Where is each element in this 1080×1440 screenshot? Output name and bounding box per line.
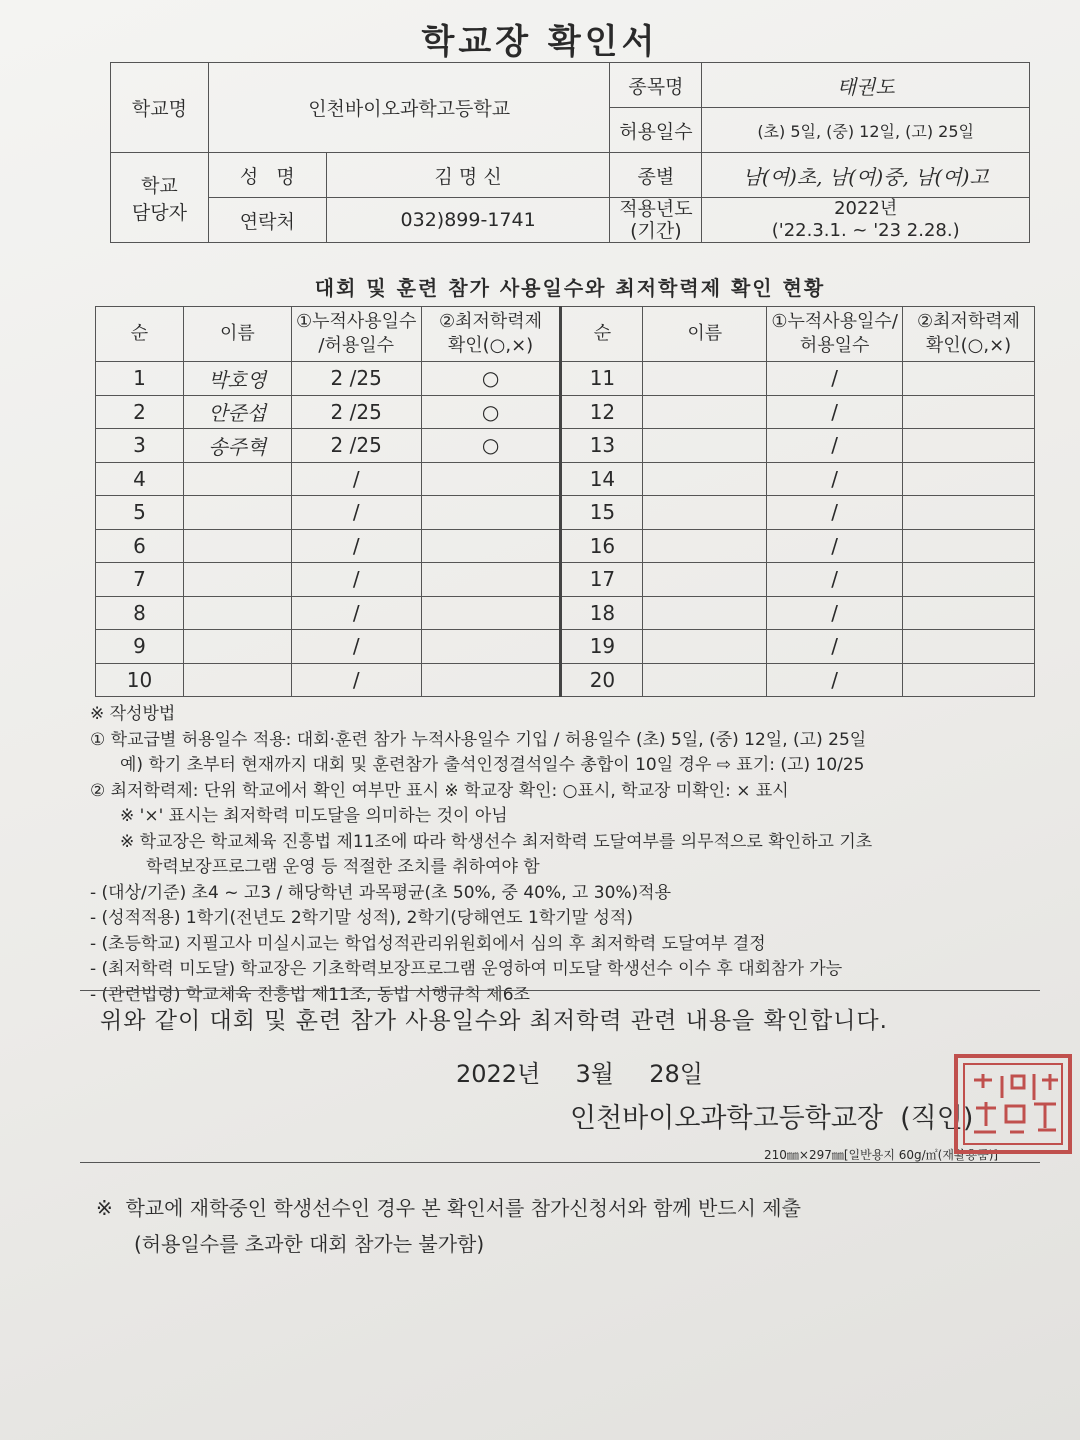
instruction-line: - (관련법령) 학교체육 진흥법 제11조, 동법 시행규칙 제6조 <box>90 984 530 1005</box>
gender-label: 종별 <box>610 153 702 198</box>
table-row <box>96 563 1035 597</box>
row-min-right <box>903 596 1035 630</box>
row-days-right: / <box>767 462 903 496</box>
row-min <box>421 596 561 630</box>
table-row <box>96 630 1035 664</box>
row-name-right <box>643 429 767 463</box>
row-name-right <box>643 596 767 630</box>
instruction-line: ※ 학교장은 학교체육 진흥법 제11조에 따라 학생선수 최저학력 도달여부를 의무적으로 확인하고 기초 <box>120 831 873 852</box>
row-min <box>421 663 561 697</box>
signer: 인천바이오과학고등학교장 (직인) <box>570 1103 974 1134</box>
row-no-right: 19 <box>561 630 643 664</box>
row-no-right: 15 <box>561 496 643 530</box>
row-days: / <box>291 563 421 597</box>
row-name <box>183 462 291 496</box>
header-min-right: ②최저학력제 확인(○,×) <box>903 307 1035 362</box>
instruction-line: - (성적적용) 1학기(전년도 2학기말 성적), 2학기(당해연도 1학기말 성적) <box>90 908 633 928</box>
row-days: / <box>291 529 421 563</box>
header-name: 이름 <box>183 307 291 362</box>
row-days: / <box>291 663 421 697</box>
row-days-right: / <box>767 429 903 463</box>
allowed-value: (초) 5일, (중) 12일, (고) 25일 <box>702 108 1030 153</box>
row-name-right <box>643 563 767 597</box>
row-days: / <box>291 630 421 664</box>
row-no-right: 13 <box>561 429 643 463</box>
row-no-right: 17 <box>561 563 643 597</box>
row-days-right: / <box>767 496 903 530</box>
row-no: 1 <box>96 362 184 396</box>
participation-table <box>95 306 1035 697</box>
row-name <box>183 663 291 697</box>
row-days-right: / <box>767 362 903 396</box>
info-table <box>110 62 1030 243</box>
row-min: ○ <box>421 429 561 463</box>
row-min-right <box>903 462 1035 496</box>
row-days: 2 /25 <box>291 362 421 396</box>
row-name <box>183 529 291 563</box>
footer-note: ※ 학교에 재학중인 학생선수인 경우 본 확인서를 참가신청서와 함께 반드시 제출 (허용일수를 초과한 대회 참가는 불가함) <box>96 1196 801 1256</box>
row-min: ○ <box>421 362 561 396</box>
row-no-right: 16 <box>561 529 643 563</box>
header-days-right: ①누적사용일수/ 허용일수 <box>767 307 903 362</box>
sport-value: 태권도 <box>702 63 1030 108</box>
row-name <box>183 596 291 630</box>
row-no: 6 <box>96 529 184 563</box>
row-min-right <box>903 563 1035 597</box>
page-title: 학교장 확인서 <box>421 22 659 62</box>
manager-label: 학교 담당자 <box>111 153 209 243</box>
header-no: 순 <box>96 307 184 362</box>
header-no-right: 순 <box>561 307 643 362</box>
row-days-right: / <box>767 663 903 697</box>
table-row <box>96 596 1035 630</box>
row-min-right <box>903 630 1035 664</box>
row-no: 4 <box>96 462 184 496</box>
table-subtitle: 대회 및 훈련 참가 사용일수와 최저학력제 확인 현황 <box>314 276 826 300</box>
row-days: 2 /25 <box>291 429 421 463</box>
row-days: / <box>291 496 421 530</box>
name-value: 김 명 신 <box>326 153 610 198</box>
paper-spec: 210㎜×297㎜[일반용지 60g/㎡(재활용품)] <box>764 1148 999 1162</box>
row-no: 5 <box>96 496 184 530</box>
row-name-right <box>643 362 767 396</box>
row-no-right: 14 <box>561 462 643 496</box>
row-days: 2 /25 <box>291 395 421 429</box>
row-min <box>421 630 561 664</box>
row-no: 8 <box>96 596 184 630</box>
row-name-right <box>643 395 767 429</box>
header-min: ②최저학력제 확인(○,×) <box>421 307 561 362</box>
header-name-right: 이름 <box>643 307 767 362</box>
divider <box>80 990 1040 991</box>
row-min-right <box>903 529 1035 563</box>
row-min <box>421 563 561 597</box>
table-row <box>96 663 1035 697</box>
table-row <box>96 496 1035 530</box>
instructions <box>90 702 1050 1008</box>
contact-value: 032)899-1741 <box>326 198 610 243</box>
row-min-right <box>903 395 1035 429</box>
row-days: / <box>291 462 421 496</box>
contact-label: 연락처 <box>208 198 326 243</box>
row-min <box>421 496 561 530</box>
row-name: 박호영 <box>183 362 291 396</box>
row-name <box>183 630 291 664</box>
gender-value: 남(여)초, 남(여)중, 남(여)고 <box>702 153 1030 198</box>
row-no-right: 12 <box>561 395 643 429</box>
row-no-right: 18 <box>561 596 643 630</box>
row-days-right: / <box>767 596 903 630</box>
instruction-line: - (최저학력 미도달) 학교장은 기초학력보장프로그램 운영하여 미도달 학생선수 이수 후 대회참가 가능 <box>90 959 843 979</box>
year-value: 2022년 ('22.3.1. ~ '23 2.28.) <box>702 198 1030 243</box>
year-label: 적용년도 (기간) <box>610 198 702 243</box>
instruction-line: 예) 학기 초부터 현재까지 대회 및 훈련참가 출석인정결석일수 총합이 10일 경우 ⇨ 표기: (고) 10/25 <box>120 755 865 775</box>
row-name-right <box>643 529 767 563</box>
row-name-right <box>643 462 767 496</box>
row-min-right <box>903 362 1035 396</box>
row-name-right <box>643 663 767 697</box>
school-value: 인천바이오과학고등학교 <box>208 63 610 153</box>
row-days-right: / <box>767 395 903 429</box>
table-row <box>96 462 1035 496</box>
row-min-right <box>903 429 1035 463</box>
seal-glyphs <box>974 1074 1058 1132</box>
official-seal <box>952 1052 1074 1156</box>
row-no: 10 <box>96 663 184 697</box>
instruction-line: - (초등학교) 지필고사 미실시교는 학업성적관리위원회에서 심의 후 최저학력 도달여부 결정 <box>90 933 766 954</box>
row-min-right <box>903 496 1035 530</box>
school-label: 학교명 <box>111 63 209 153</box>
row-name: 송주혁 <box>183 429 291 463</box>
row-name: 안준섭 <box>183 395 291 429</box>
table-row <box>96 362 1035 396</box>
row-days-right: / <box>767 630 903 664</box>
instruction-line: - (대상/기준) 초4 ~ 고3 / 해당학년 과목평균(초 50%, 중 40%, 고 30%)적용 <box>90 882 672 903</box>
instruction-line: ① 학교급별 허용일수 적용: 대회·훈련 참가 누적사용일수 기입 / 허용일수 (초) 5일, (중) 12일, (고) 25일 <box>90 729 867 750</box>
row-days-right: / <box>767 563 903 597</box>
table-row <box>96 429 1035 463</box>
row-min <box>421 462 561 496</box>
instruction-line: ② 최저학력제: 단위 학교에서 확인 여부만 표시 ※ 학교장 확인: ○표시, 학교장 미확인: × 표시 <box>90 780 789 801</box>
row-days: / <box>291 596 421 630</box>
row-no-right: 20 <box>561 663 643 697</box>
instruction-line: ※ '×' 표시는 최저학력 미도달을 의미하는 것이 아님 <box>120 806 508 826</box>
row-no: 7 <box>96 563 184 597</box>
confirmation-statement: 위와 같이 대회 및 훈련 참가 사용일수와 최저학력 관련 내용을 확인합니다. <box>100 1008 888 1034</box>
header-days: ①누적사용일수 /허용일수 <box>291 307 421 362</box>
row-name-right <box>643 630 767 664</box>
row-no-right: 11 <box>561 362 643 396</box>
row-min <box>421 529 561 563</box>
instruction-line: ※ 작성방법 <box>90 704 176 724</box>
row-no: 2 <box>96 395 184 429</box>
row-no: 3 <box>96 429 184 463</box>
allowed-label: 허용일수 <box>610 108 702 153</box>
row-no: 9 <box>96 630 184 664</box>
row-min-right <box>903 663 1035 697</box>
issue-date: 2022년 3월 28일 <box>456 1060 703 1088</box>
table-row <box>96 395 1035 429</box>
row-min: ○ <box>421 395 561 429</box>
sport-label: 종목명 <box>610 63 702 108</box>
row-name-right <box>643 496 767 530</box>
row-name <box>183 496 291 530</box>
row-name <box>183 563 291 597</box>
table-row <box>96 529 1035 563</box>
instruction-line: 학력보장프로그램 운영 등 적절한 조치를 취하여야 함 <box>146 857 540 877</box>
row-days-right: / <box>767 529 903 563</box>
name-label: 성 명 <box>208 153 326 198</box>
